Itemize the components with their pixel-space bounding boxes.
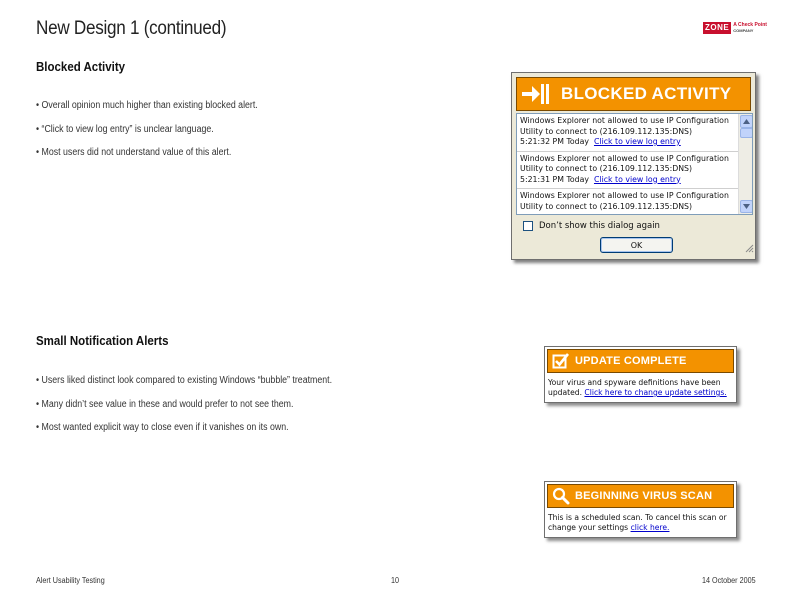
scroll-up-icon[interactable]	[740, 115, 753, 128]
alert-body	[545, 375, 736, 402]
logo-sub: A Check Point	[733, 22, 767, 28]
page-number: 10	[391, 576, 400, 585]
log-entry-line1: Windows Explorer not allowed to use IP Configuration	[520, 191, 729, 200]
log-entry-line2: Utility to connect to (216.109.112.135:DNS)	[520, 126, 693, 136]
alert-header	[547, 349, 734, 373]
checkbox-check-icon	[550, 350, 572, 372]
footer-date: 14 October 2005	[702, 576, 756, 585]
bullet-list-blocked	[36, 100, 258, 171]
log-scrollbar[interactable]	[738, 114, 752, 214]
log-entries	[517, 114, 738, 215]
update-complete-alert	[544, 346, 737, 403]
section-heading-blocked: Blocked Activity	[36, 60, 126, 74]
log-entry-line2: Utility to connect to (216.109.112.135:DNS)	[520, 201, 693, 211]
dont-show-again-row[interactable]	[523, 221, 660, 231]
view-log-link[interactable]: Click to view log entry	[593, 137, 681, 146]
log-entry-line2: Utility to connect to (216.109.112.135:DNS)	[520, 164, 693, 173]
bullet-item: • Most users did not understand value of this alert.	[36, 147, 232, 158]
ok-button[interactable]: OK	[600, 237, 673, 253]
virus-scan-alert	[544, 481, 737, 538]
footer-left: Alert Usability Testing	[36, 576, 105, 585]
log-list[interactable]	[516, 113, 753, 215]
bullet-item: • Many didn’t see value in these and would prefer to not see them.	[36, 398, 294, 410]
section-heading-notifications: Small Notification Alerts	[36, 334, 169, 348]
blocked-activity-dialog	[511, 72, 756, 260]
log-entry	[517, 114, 738, 152]
alert-message: Your virus and spyware definitions have been updated.	[548, 378, 721, 397]
alert-header	[547, 484, 734, 508]
alert-title: BEGINNING VIRUS SCAN	[575, 490, 713, 502]
bullet-list-notifications	[36, 375, 332, 446]
magnifier-icon	[550, 485, 572, 507]
alert-message: This is a scheduled scan. To cancel this scan or change your settings	[548, 513, 727, 532]
arrow-blocked-icon	[517, 78, 553, 110]
dont-show-again-checkbox[interactable]	[523, 221, 533, 231]
dont-show-again-label: Don’t show this dialog again	[539, 221, 660, 231]
bullet-item: • Most wanted explicit way to close even if it vanishes on its own.	[36, 422, 289, 433]
bullet-item: • “Click to view log entry” is unclear language.	[36, 123, 214, 135]
alert-title: UPDATE COMPLETE	[575, 355, 687, 367]
zonealarm-logo	[703, 22, 767, 34]
dialog-header	[516, 77, 751, 111]
log-entry-line1: Windows Explorer not allowed to use IP Configuration	[520, 153, 729, 163]
logo-company: COMPANY	[733, 28, 754, 33]
page-title: New Design 1 (continued)	[36, 18, 227, 39]
alert-body	[545, 510, 736, 537]
log-entry	[517, 152, 738, 190]
log-entry	[517, 189, 738, 215]
log-entry-line1: Windows Explorer not allowed to use IP Configuration	[520, 116, 729, 125]
view-log-link[interactable]: Click to view log entry	[593, 174, 681, 184]
log-entry-time: 5:21:31 PM Today	[520, 174, 589, 184]
change-update-settings-link[interactable]: Click here to change update settings.	[584, 388, 727, 397]
log-entry-time: 5:21:32 PM Today	[520, 137, 589, 146]
bullet-item: • Users liked distinct look compared to existing Windows “bubble” treatment.	[36, 375, 333, 386]
scroll-thumb[interactable]	[740, 128, 753, 138]
change-scan-settings-link[interactable]: click here.	[630, 523, 670, 532]
scroll-down-icon[interactable]	[740, 200, 753, 213]
resize-grip-icon[interactable]	[745, 240, 754, 258]
dialog-title: BLOCKED ACTIVITY	[561, 84, 732, 103]
bullet-item: • Overall opinion much higher than existing blocked alert.	[36, 100, 258, 111]
logo-zone: ZONE	[705, 23, 730, 32]
logo-checkpoint	[733, 23, 767, 33]
